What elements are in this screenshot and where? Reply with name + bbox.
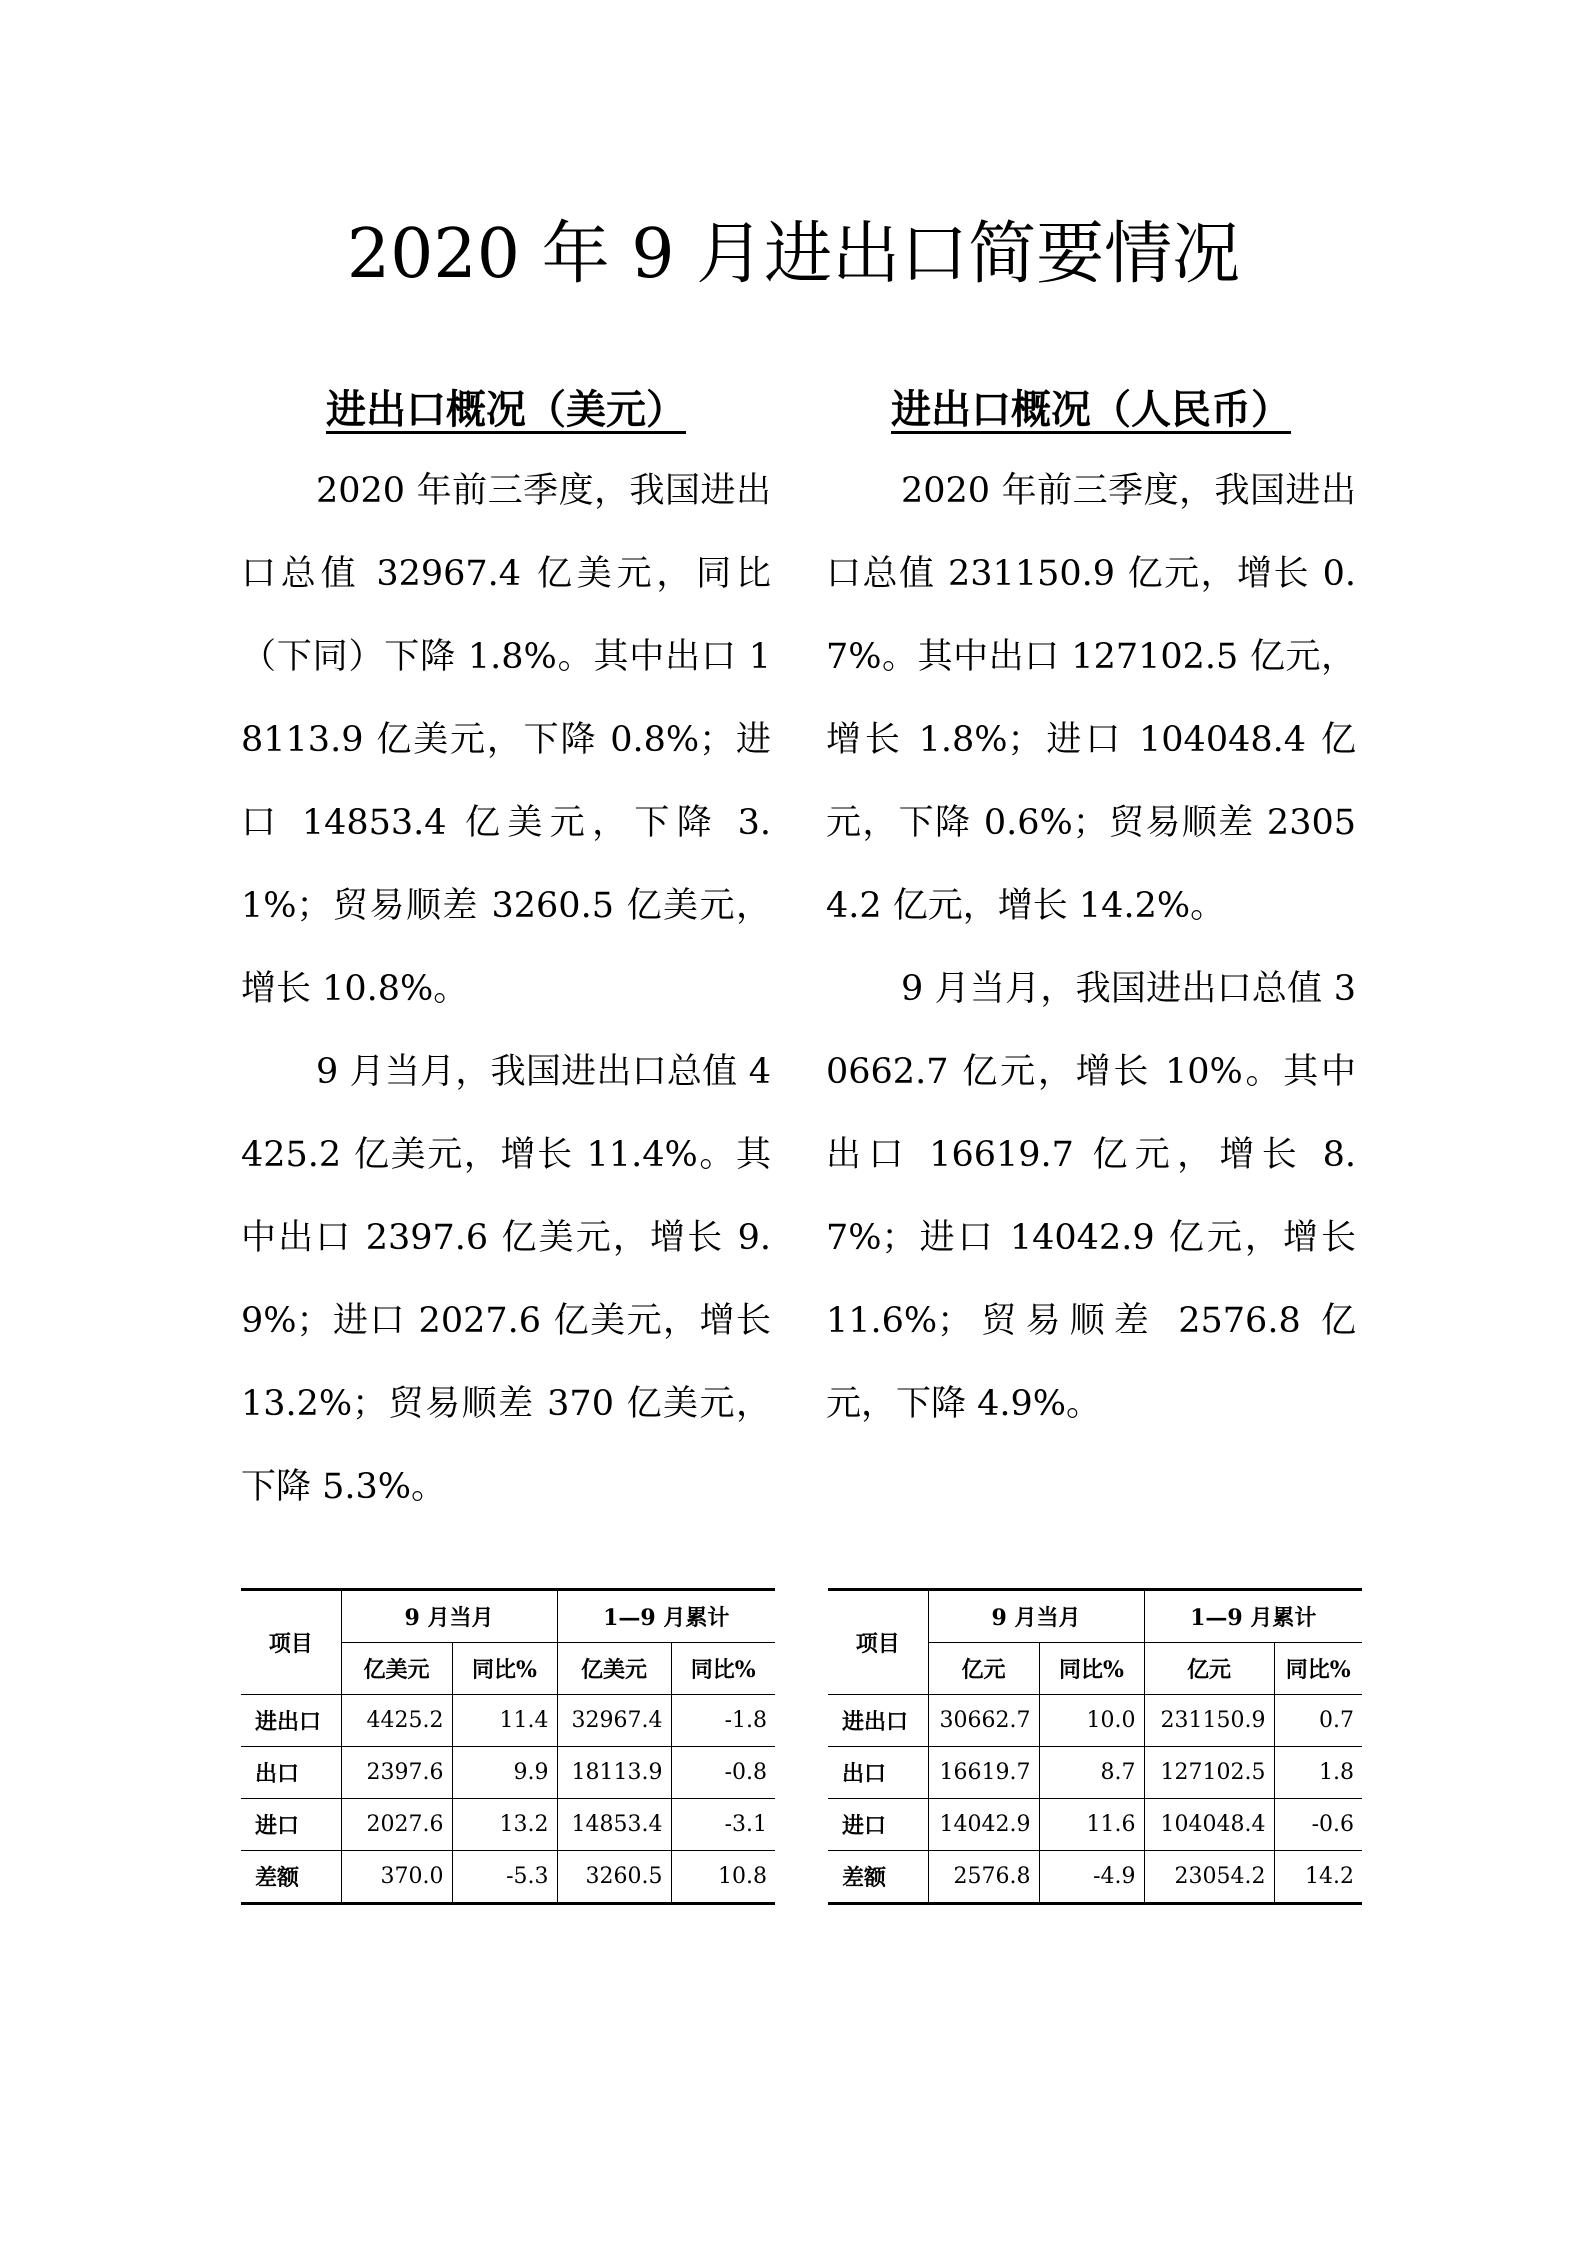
- usd-paragraph-ytd: 2020 年前三季度，我国进出口总值 32967.4 亿美元，同比（下同）下降 1.8%。其中出口 18113.9 亿美元，下降 0.8%；进口 14853.4 亿美元，下降 3.1%；贸易顺差 3260.5 亿美元，增长 10.8%。: [241, 471, 771, 1009]
- table-row: [241, 1799, 775, 1851]
- row-label: 差额: [241, 1851, 341, 1904]
- cny-data-table: [828, 1588, 1362, 1905]
- row-label: 进口: [828, 1799, 928, 1851]
- table-cell: 4425.2: [341, 1695, 452, 1747]
- table-cell: 11.4: [452, 1695, 557, 1747]
- cny-paragraph-ytd: 2020 年前三季度，我国进出口总值 231150.9 亿元，增长 0.7%。其中出口 127102.5 亿元，增长 1.8%；进口 104048.4 亿元，下降 0.6%；贸易顺差 23054.2 亿元，增长 14.2%。: [826, 471, 1356, 926]
- table-row: [241, 1851, 775, 1904]
- table-header-cumulative: 1—9 月累计: [1144, 1590, 1362, 1643]
- row-label: 进出口: [241, 1695, 341, 1747]
- table-header-item: 项目: [828, 1590, 928, 1695]
- table-row: [828, 1695, 1362, 1747]
- table-subheader: 同比%: [452, 1643, 557, 1695]
- table-cell: 0.7: [1274, 1695, 1362, 1747]
- table-subheader: 同比%: [1039, 1643, 1144, 1695]
- table-cell: -0.8: [671, 1747, 775, 1799]
- table-header-month: 9 月当月: [341, 1590, 557, 1643]
- table-cell: 14042.9: [928, 1799, 1039, 1851]
- cny-overview-section: [826, 380, 1356, 1446]
- table-row: [828, 1799, 1362, 1851]
- usd-overview-section: [241, 380, 771, 1529]
- table-cell: 14.2: [1274, 1851, 1362, 1904]
- table-row: [828, 1747, 1362, 1799]
- table-header-cumulative: 1—9 月累计: [557, 1590, 775, 1643]
- table-subheader: 亿美元: [341, 1643, 452, 1695]
- table-cell: 18113.9: [557, 1747, 671, 1799]
- row-label: 出口: [828, 1747, 928, 1799]
- table-subheader: 同比%: [1274, 1643, 1362, 1695]
- row-label: 进口: [241, 1799, 341, 1851]
- table-cell: 16619.7: [928, 1747, 1039, 1799]
- table-cell: 2027.6: [341, 1799, 452, 1851]
- table-cell: 9.9: [452, 1747, 557, 1799]
- table-subheader: 亿元: [928, 1643, 1039, 1695]
- table-cell: 23054.2: [1144, 1851, 1274, 1904]
- row-label: 差额: [828, 1851, 928, 1904]
- table-cell: 14853.4: [557, 1799, 671, 1851]
- table-cell: 231150.9: [1144, 1695, 1274, 1747]
- table-cell: 10.8: [671, 1851, 775, 1904]
- row-label: 出口: [241, 1747, 341, 1799]
- table-cell: 1.8: [1274, 1747, 1362, 1799]
- cny-paragraph-month: 9 月当月，我国进出口总值 30662.7 亿元，增长 10%。其中出口 16619.7 亿元，增长 8.7%；进口 14042.9 亿元，增长 11.6%；贸易顺差 2576.8 亿元，下降 4.9%。: [826, 969, 1356, 1424]
- table-cell: 10.0: [1039, 1695, 1144, 1747]
- table-subheader: 亿美元: [557, 1643, 671, 1695]
- table-cell: -5.3: [452, 1851, 557, 1904]
- usd-data-table: [241, 1588, 775, 1905]
- table-cell: 127102.5: [1144, 1747, 1274, 1799]
- table-row: [241, 1695, 775, 1747]
- cny-section-heading: [826, 380, 1356, 440]
- table-header-month: 9 月当月: [928, 1590, 1144, 1643]
- table-cell: 370.0: [341, 1851, 452, 1904]
- table-cell: -4.9: [1039, 1851, 1144, 1904]
- cny-section-heading-text: 进出口概况（人民币）: [891, 386, 1291, 433]
- table-header-item: 项目: [241, 1590, 341, 1695]
- table-cell: 11.6: [1039, 1799, 1144, 1851]
- table-cell: -0.6: [1274, 1799, 1362, 1851]
- usd-section-heading-text: 进出口概况（美元）: [326, 386, 686, 433]
- table-row: [828, 1851, 1362, 1904]
- table-subheader: 亿元: [1144, 1643, 1274, 1695]
- table-cell: 30662.7: [928, 1695, 1039, 1747]
- page-title: 2020 年 9 月进出口简要情况: [346, 215, 1241, 294]
- usd-section-heading: [241, 380, 771, 440]
- table-cell: 32967.4: [557, 1695, 671, 1747]
- cny-table-wrapper: [828, 1588, 1362, 1905]
- table-cell: -1.8: [671, 1695, 775, 1747]
- table-cell: 13.2: [452, 1799, 557, 1851]
- table-subheader: 同比%: [671, 1643, 775, 1695]
- table-cell: 3260.5: [557, 1851, 671, 1904]
- table-cell: 2397.6: [341, 1747, 452, 1799]
- table-cell: -3.1: [671, 1799, 775, 1851]
- row-label: 进出口: [828, 1695, 928, 1747]
- table-cell: 2576.8: [928, 1851, 1039, 1904]
- usd-table-wrapper: [241, 1588, 775, 1905]
- usd-paragraph-month: 9 月当月，我国进出口总值 4425.2 亿美元，增长 11.4%。其中出口 2397.6 亿美元，增长 9.9%；进口 2027.6 亿美元，增长 13.2%；贸易顺差 370 亿美元，下降 5.3%。: [241, 1052, 771, 1507]
- table-row: [241, 1747, 775, 1799]
- table-cell: 8.7: [1039, 1747, 1144, 1799]
- table-cell: 104048.4: [1144, 1799, 1274, 1851]
